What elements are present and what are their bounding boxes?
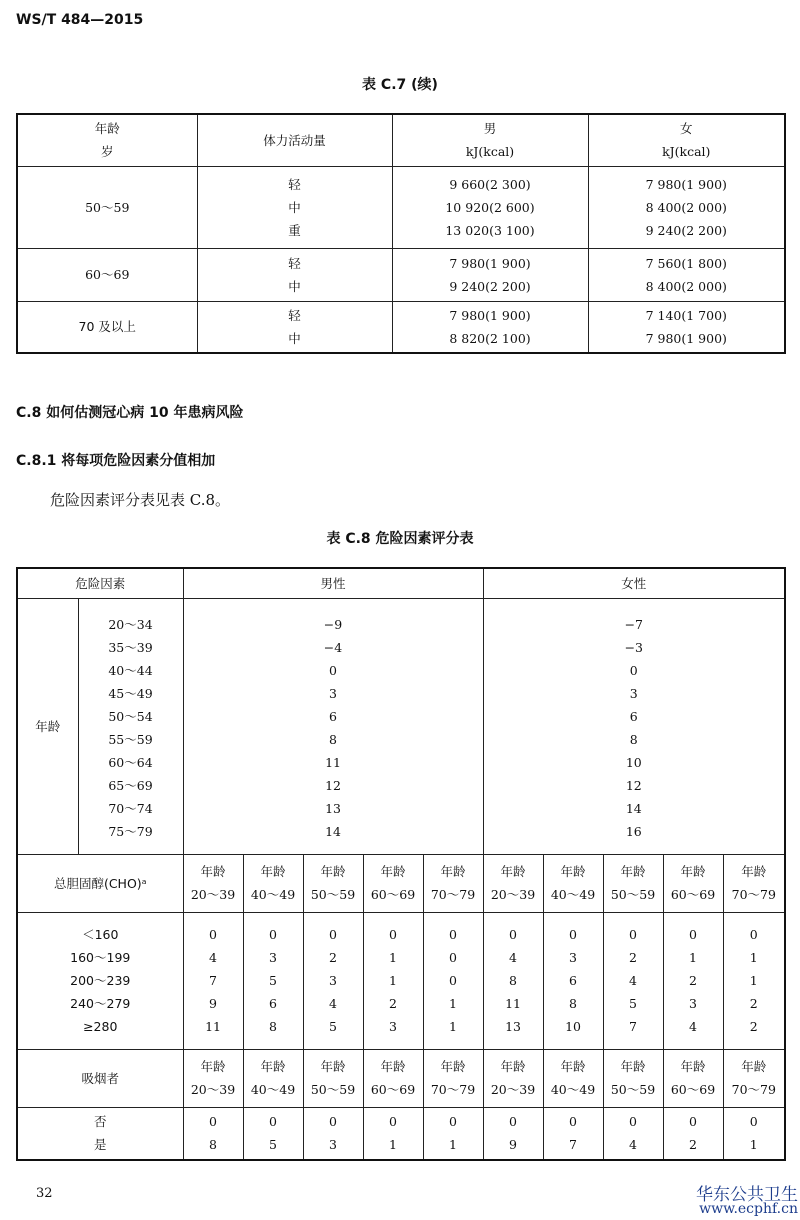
age-band-header: 年龄 40～49 <box>243 1049 303 1107</box>
male-age-scores: −9 −4 0 3 6 8 11 12 13 14 <box>183 598 483 854</box>
table-c7-header-row <box>17 114 785 166</box>
table-c7-caption: 表 C.7 (续) <box>362 77 438 93</box>
header-activity: 体力活动量 <box>197 114 392 166</box>
header-age: 年龄 岁 <box>17 114 197 166</box>
smoker-label: 吸烟者 <box>17 1049 183 1107</box>
table-c8 <box>16 567 786 1161</box>
age-band-header: 年龄 20～39 <box>483 1049 543 1107</box>
cho-score-column: 0 0 0 1 1 <box>423 912 483 1049</box>
table-row <box>17 301 785 353</box>
cho-score-column: 0 1 1 2 2 <box>723 912 785 1049</box>
age-band-header: 年龄 20～39 <box>483 854 543 912</box>
cho-score-column: 0 4 8 11 13 <box>483 912 543 1049</box>
page-number: 32 <box>36 1186 53 1201</box>
activity-cell: 轻 中 <box>197 301 392 353</box>
age-band-header: 年龄 50～59 <box>303 1049 363 1107</box>
smoker-score-column: 0 7 <box>543 1107 603 1160</box>
smoker-score-column: 0 3 <box>303 1107 363 1160</box>
table-row <box>17 248 785 301</box>
smoker-score-column: 0 9 <box>483 1107 543 1160</box>
table-row <box>17 598 785 854</box>
section-heading-c8: C.8 如何估测冠心病 10 年患病风险 <box>16 405 244 421</box>
female-energy-cell: 7 560(1 800) 8 400(2 000) <box>588 248 785 301</box>
table-row <box>17 912 785 1049</box>
age-band-header: 年龄 70～79 <box>723 854 785 912</box>
age-band-header: 年龄 70～79 <box>423 1049 483 1107</box>
activity-cell: 轻 中 <box>197 248 392 301</box>
smoker-score-column: 0 2 <box>663 1107 723 1160</box>
age-ranges: 20～34 35～39 40～44 45～49 50～54 55～59 60～64 65～69 70～74 75～79 <box>78 598 183 854</box>
age-band-header: 年龄 40～49 <box>543 854 603 912</box>
smoker-score-column: 0 1 <box>363 1107 423 1160</box>
header-risk-factor: 危险因素 <box>17 568 183 598</box>
section-heading-c81: C.8.1 将每项危险因素分值相加 <box>16 453 216 469</box>
body-paragraph: 危险因素评分表见表 C.8。 <box>50 491 231 509</box>
cho-score-column: 0 3 6 8 10 <box>543 912 603 1049</box>
header-male: 男性 <box>183 568 483 598</box>
table-c7 <box>16 113 786 354</box>
male-energy-cell: 7 980(1 900) 9 240(2 200) <box>392 248 588 301</box>
male-energy-cell: 7 980(1 900) 8 820(2 100) <box>392 301 588 353</box>
age-label: 年龄 <box>17 598 78 854</box>
cho-score-column: 0 4 7 9 11 <box>183 912 243 1049</box>
header-female: 女性 <box>483 568 785 598</box>
header-female: 女 kJ(kcal) <box>588 114 785 166</box>
header-male: 男 kJ(kcal) <box>392 114 588 166</box>
table-row <box>17 1107 785 1160</box>
age-band-header: 年龄 50～59 <box>303 854 363 912</box>
age-band-header: 年龄 60～69 <box>363 854 423 912</box>
activity-cell: 轻 中 重 <box>197 166 392 248</box>
female-age-scores: −7 −3 0 3 6 8 10 12 14 16 <box>483 598 785 854</box>
male-energy-cell: 9 660(2 300) 10 920(2 600) 13 020(3 100) <box>392 166 588 248</box>
age-band-header: 年龄 60～69 <box>363 1049 423 1107</box>
table-c8-band-header-row <box>17 1049 785 1107</box>
cho-levels: ＜160 160～199 200～239 240～279 ≥280 <box>17 912 183 1049</box>
age-band-header: 年龄 40～49 <box>243 854 303 912</box>
age-band-header: 年龄 70～79 <box>423 854 483 912</box>
age-band-header: 年龄 70～79 <box>723 1049 785 1107</box>
table-c8-band-header-row <box>17 854 785 912</box>
table-row <box>17 166 785 248</box>
female-energy-cell: 7 140(1 700) 7 980(1 900) <box>588 301 785 353</box>
watermark-name: 华东公共卫生 <box>696 1185 798 1205</box>
cho-score-column: 0 1 1 2 3 <box>363 912 423 1049</box>
smoker-score-column: 0 8 <box>183 1107 243 1160</box>
document-code: WS/T 484—2015 <box>16 12 144 28</box>
age-band-header: 年龄 20～39 <box>183 854 243 912</box>
age-group: 60～69 <box>17 248 197 301</box>
smoker-score-column: 0 1 <box>723 1107 785 1160</box>
smoker-score-column: 0 5 <box>243 1107 303 1160</box>
age-band-header: 年龄 40～49 <box>543 1049 603 1107</box>
age-band-header: 年龄 20～39 <box>183 1049 243 1107</box>
cho-score-column: 0 1 2 3 4 <box>663 912 723 1049</box>
cho-score-column: 0 2 4 5 7 <box>603 912 663 1049</box>
cho-score-column: 0 3 5 6 8 <box>243 912 303 1049</box>
age-band-header: 年龄 50～59 <box>603 1049 663 1107</box>
age-group: 70 及以上 <box>17 301 197 353</box>
cho-score-column: 0 2 3 4 5 <box>303 912 363 1049</box>
age-band-header: 年龄 60～69 <box>663 1049 723 1107</box>
table-c8-caption: 表 C.8 危险因素评分表 <box>326 531 474 547</box>
age-band-header: 年龄 60～69 <box>663 854 723 912</box>
watermark-url: www.ecphf.cn <box>699 1201 798 1217</box>
smoker-levels: 否 是 <box>17 1107 183 1160</box>
table-c8-header-row <box>17 568 785 598</box>
age-band-header: 年龄 50～59 <box>603 854 663 912</box>
age-group: 50～59 <box>17 166 197 248</box>
cho-label: 总胆固醇(CHO)ᵃ <box>17 854 183 912</box>
smoker-score-column: 0 4 <box>603 1107 663 1160</box>
smoker-score-column: 0 1 <box>423 1107 483 1160</box>
female-energy-cell: 7 980(1 900) 8 400(2 000) 9 240(2 200) <box>588 166 785 248</box>
